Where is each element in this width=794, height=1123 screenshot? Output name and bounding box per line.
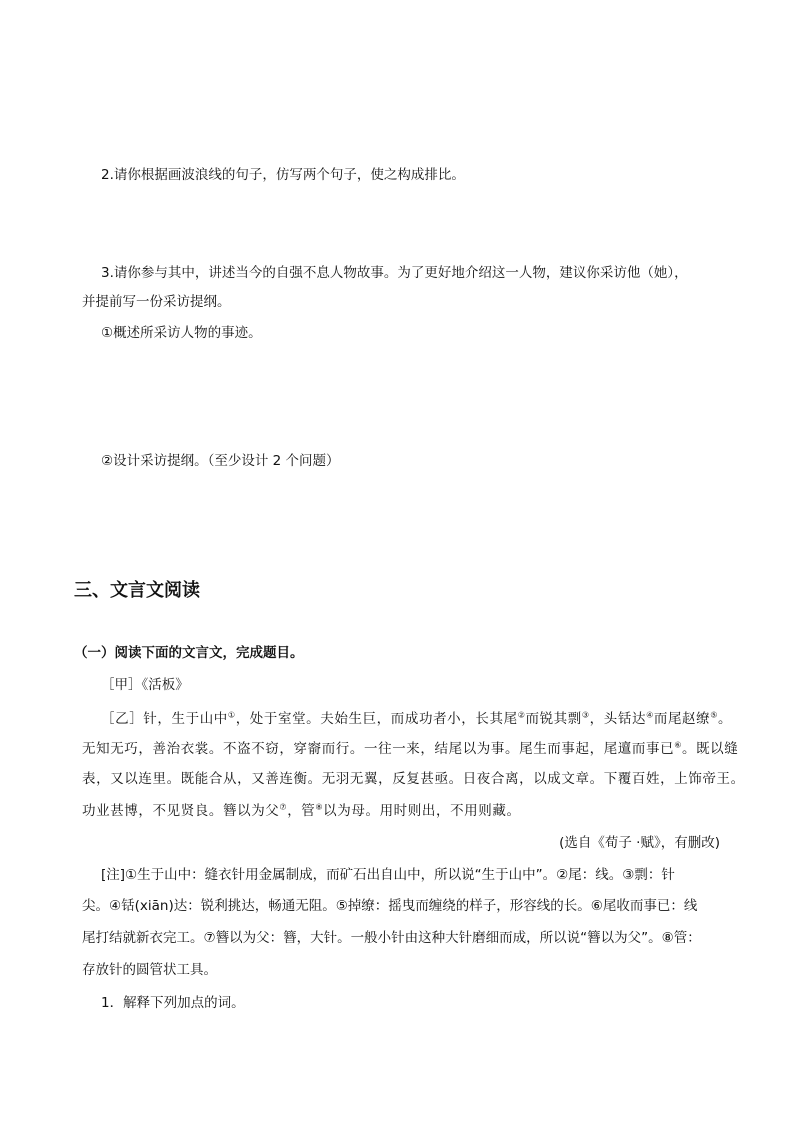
yi-text-segment: 功业甚博，不见贤良。簪以为父 — [82, 803, 280, 819]
question-3-line2: 并提前写一份采访提纲。 — [82, 294, 231, 310]
jia-title: ［甲］《活板》 — [101, 677, 189, 693]
notes-line2: 尖。④铦(xiān)达：锐利挑达，畅通无阻。⑤掉缭：摇曳而缠绕的样子，形容线的长。⑥尾收而事已：线 — [82, 898, 698, 914]
notes-line1: [注]①生于山中：缝衣针用金属制成，而矿石出自山中，所以说“生于山中”。②尾：线。③剽：针 — [101, 867, 675, 883]
notes-line3: 尾打结就新衣完工。⑦簪以为父：簪，大针。一般小针由这种大针磨细而成，所以说“簪以为父”。⑧管： — [82, 930, 701, 946]
footnote-marker: ③ — [581, 710, 590, 720]
notes-line4: 存放针的圆管状工具。 — [82, 962, 217, 978]
yi-text-segment: ，处于室堂。夫始生巨，而成功者小，长其尾 — [235, 711, 518, 727]
yi-text-segment: 而尾赵缭 — [653, 711, 711, 727]
yi-text-segment: 以为母。用时则出，不用则藏。 — [323, 803, 521, 819]
question-3-sub1: ①概述所采访人物的事迹。 — [101, 325, 262, 341]
question-3-sub2: ②设计采访提纲。（至少设计 2 个问题） — [101, 453, 340, 469]
yi-text-segment: 而锐其剽 — [525, 711, 582, 727]
yi-text-segment: ，头铦达 — [589, 711, 647, 727]
yi-text-segment: ［乙］针，生于山中 — [101, 711, 228, 727]
source-citation: (选自《荀子 ·赋》，有删改) — [559, 835, 720, 851]
footnote-marker: ⑦ — [279, 802, 288, 812]
footnote-marker: ⑥ — [674, 740, 682, 750]
footnote-marker: ⑤ — [710, 710, 719, 720]
yi-text-segment: 。既以缝 — [681, 741, 739, 757]
yi-text-line2 — [82, 740, 738, 758]
yi-text-line4 — [82, 802, 521, 820]
footnote-marker: ① — [227, 710, 236, 720]
footnote-marker: ⑧ — [315, 802, 324, 812]
yi-text-segment: 无知无巧，善治衣裳。不盗不窃，穿窬而行。一往一来，结尾以为事。尾生而事起，尾邅而事已 — [82, 741, 675, 757]
footnote-marker: ② — [517, 710, 526, 720]
part-title: （一）阅读下面的文言文，完成题目。 — [74, 645, 304, 661]
yi-text-segment: 。 — [718, 711, 733, 727]
yi-text-line1 — [101, 710, 732, 728]
footnote-marker: ④ — [646, 710, 654, 720]
question-2: 2.请你根据画波浪线的句子，仿写两个句子，使之构成排比。 — [101, 167, 465, 183]
yi-text-line3: 表，又以连里。既能合从，又善连衡。无羽无翼，反复甚亟。日夜合离，以成文章。下覆百姓，上饰帝王。 — [82, 771, 745, 787]
question-3-line1: 3.请你参与其中，讲述当今的自强不息人物故事。为了更好地介绍这一人物，建议你采访他（她）， — [101, 265, 688, 281]
yi-text-segment: ，管 — [287, 803, 316, 819]
section-title: 三、文言文阅读 — [74, 580, 200, 601]
question-1: 1．解释下列加点的词。 — [101, 995, 245, 1011]
